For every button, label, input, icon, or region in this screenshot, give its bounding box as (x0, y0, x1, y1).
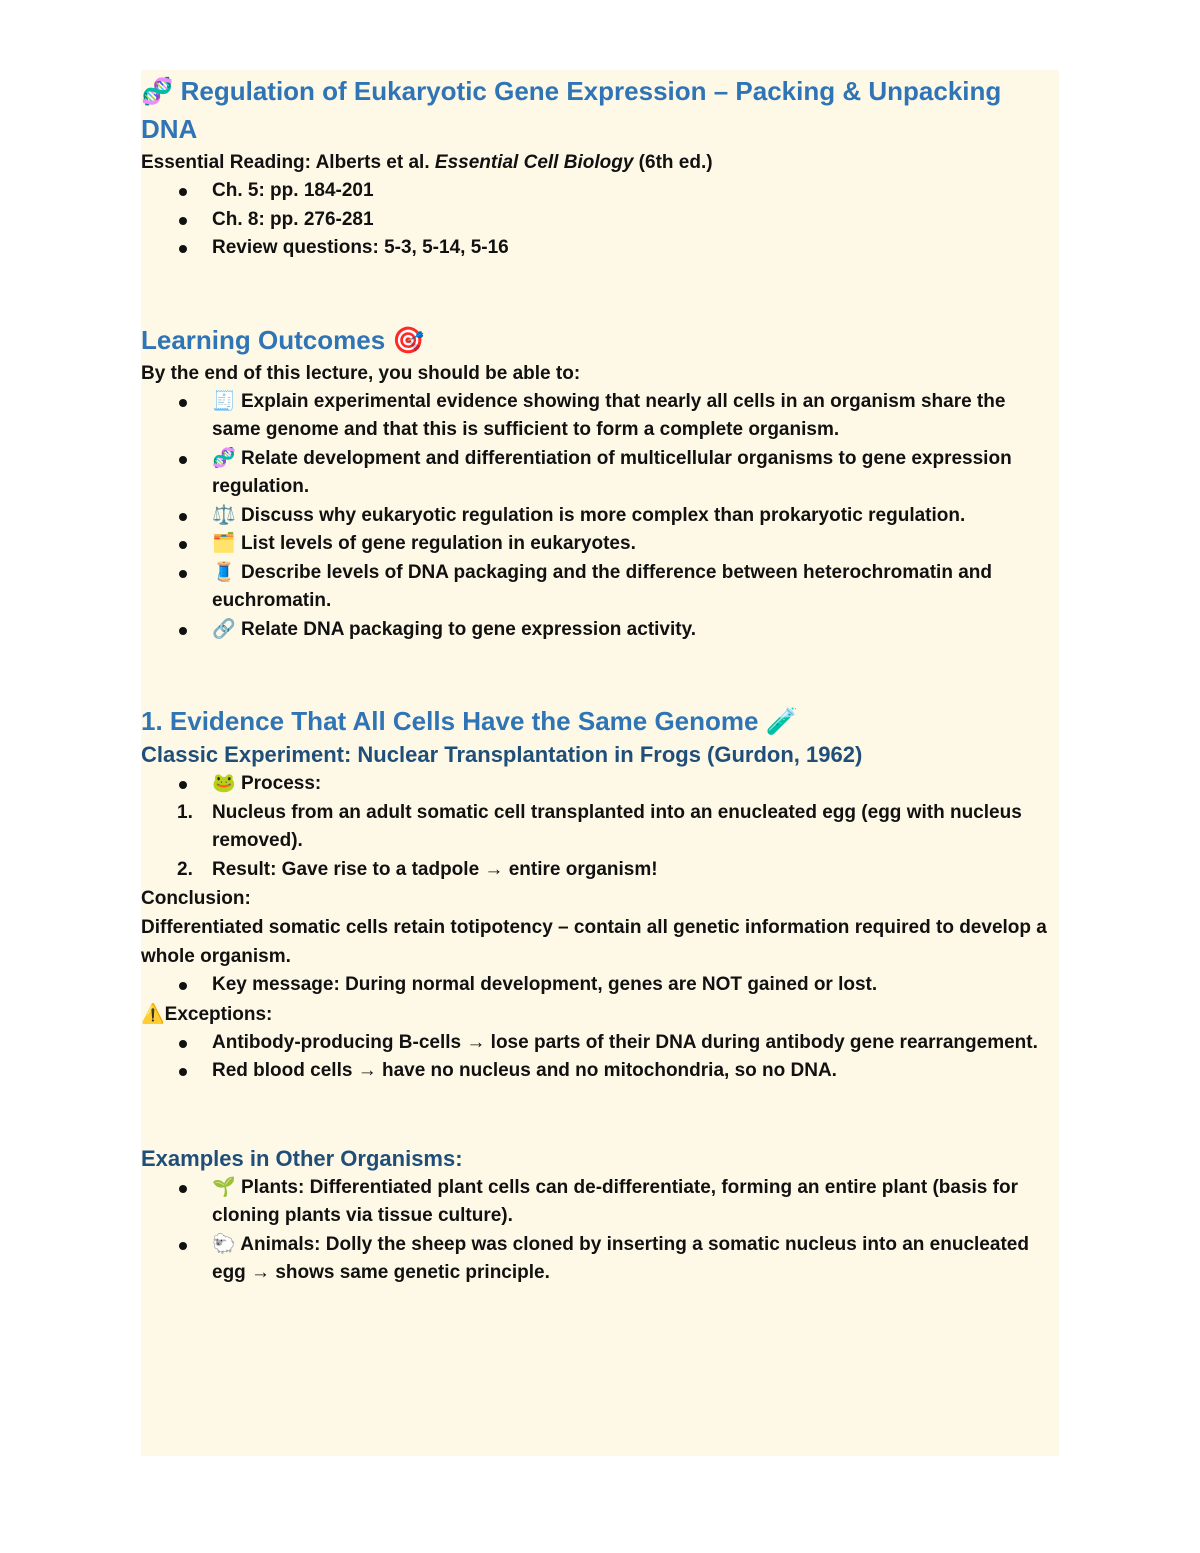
exceptions-label-text: Exceptions: (164, 1003, 273, 1025)
bullet-icon (179, 541, 187, 549)
list-item-text: Describe levels of DNA packaging and the difference between heterochromatin and euchromatin. (212, 561, 992, 611)
outcomes-heading-text: Learning Outcomes (141, 324, 386, 355)
list-item (141, 799, 1059, 856)
list-item (141, 1231, 1059, 1288)
document-content (141, 70, 1059, 1288)
list-item (141, 1174, 1059, 1231)
process-list (141, 770, 1059, 799)
process-label: Process: (240, 773, 322, 794)
list-item-text: Nucleus from an adult somatic cell transplanted into an enucleated egg (egg with nucleus removed). (212, 801, 1022, 851)
list-item (141, 616, 1059, 645)
conclusion-text: Differentiated somatic cells retain totipotency – contain all genetic information required to develop a whole organism. (141, 917, 1047, 967)
list-item (141, 388, 1059, 445)
list-item (141, 971, 1059, 1000)
list-item (141, 1057, 1059, 1086)
essential-reading (141, 148, 1059, 177)
scales-icon: ⚖️ (212, 504, 236, 526)
list-item (141, 770, 1059, 799)
step-number: 1. (177, 801, 193, 823)
warning-icon: ⚠️ (141, 1003, 165, 1025)
bullet-icon (179, 456, 187, 464)
dna-icon: 🧬 (141, 76, 174, 106)
bullet-icon (179, 513, 187, 521)
test-tube-icon: 🧪 (765, 706, 799, 736)
examples-list (141, 1174, 1059, 1288)
reading-list (141, 177, 1059, 263)
bullet-icon (179, 1242, 187, 1250)
thread-icon: 🧵 (212, 561, 236, 583)
seedling-icon: 🌱 (212, 1176, 236, 1198)
receipt-icon: 🧾 (212, 390, 236, 412)
examples-heading: Examples in Other Organisms: (141, 1145, 463, 1171)
list-item-text: Relate DNA packaging to gene expression activity. (240, 618, 697, 640)
exceptions-label (141, 1000, 1059, 1029)
outcomes-list (141, 388, 1059, 645)
list-item-text: List levels of gene regulation in eukaryotes. (240, 533, 636, 554)
frog-icon: 🐸 (212, 773, 236, 794)
exceptions-list (141, 1029, 1059, 1086)
classic-experiment-subheading: Classic Experiment: Nuclear Transplantation in Frogs (Gurdon, 1962) (141, 742, 863, 767)
bullet-icon (179, 1040, 187, 1048)
title-text: Regulation of Eukaryotic Gene Expression – Packing & Unpacking DNA (141, 76, 1002, 144)
bullet-icon (179, 1185, 187, 1193)
bullet-icon (179, 781, 187, 789)
dna-icon: 🧬 (212, 447, 236, 469)
reading-book: Essential Cell Biology (434, 152, 634, 173)
list-item-text: Key message: During normal development, genes are NOT gained or lost. (212, 974, 878, 995)
reading-prefix: Essential Reading: Alberts et al. (141, 152, 435, 173)
section-1-heading (141, 702, 1059, 740)
bullet-icon (179, 1068, 187, 1076)
list-item-text: Relate development and differentiation of multicellular organisms to gene expression regulation. (212, 447, 1012, 497)
list-item-text: Explain experimental evidence showing that nearly all cells in an organism share the same genome and that this is sufficient to form a complete organism. (212, 390, 1006, 440)
list-item-text: Review questions: 5-3, 5-14, 5-16 (212, 237, 509, 258)
link-icon: 🔗 (212, 618, 236, 640)
document-title (141, 72, 1059, 148)
list-item-text: Animals: Dolly the sheep was cloned by inserting a somatic nucleus into an enucleated egg → shows same genetic principle. (212, 1233, 1029, 1283)
list-item-text: Result: Gave rise to a tadpole → entire organism! (212, 858, 658, 880)
list-item (141, 856, 1059, 885)
list-item-text: Antibody-producing B-cells → lose parts of their DNA during antibody gene rearrangement. (212, 1031, 1038, 1053)
bullet-icon (179, 188, 187, 196)
sheep-icon: 🐑 (212, 1233, 236, 1255)
reading-suffix: (6th ed.) (633, 152, 713, 173)
list-item (141, 445, 1059, 502)
bullet-icon (179, 570, 187, 578)
list-item-text: Ch. 5: pp. 184-201 (212, 180, 374, 201)
list-item (141, 530, 1059, 559)
key-message-list (141, 971, 1059, 1000)
folder-icon: 🗂️ (212, 533, 236, 554)
bullet-icon (179, 399, 187, 407)
bullet-icon (179, 627, 187, 635)
outcomes-intro: By the end of this lecture, you should be able to: (141, 362, 581, 384)
step-number: 2. (177, 858, 193, 880)
bullet-icon (179, 217, 187, 225)
list-item (141, 234, 1059, 263)
list-item-text: Plants: Differentiated plant cells can de-differentiate, forming an entire plant (basis for cloning plants via tissue culture). (212, 1176, 1018, 1226)
list-item (141, 206, 1059, 235)
list-item (141, 177, 1059, 206)
target-icon: 🎯 (392, 324, 425, 355)
list-item (141, 559, 1059, 616)
section-1-heading-text: 1. Evidence That All Cells Have the Same Genome (141, 706, 759, 736)
learning-outcomes-heading (141, 321, 1059, 359)
list-item-text: Red blood cells → have no nucleus and no mitochondria, so no DNA. (212, 1060, 837, 1081)
list-item (141, 1029, 1059, 1058)
list-item-text: Ch. 8: pp. 276-281 (212, 208, 374, 230)
steps-list (141, 799, 1059, 885)
list-item (141, 502, 1059, 531)
list-item-text: Discuss why eukaryotic regulation is more complex than prokaryotic regulation. (240, 504, 966, 526)
bullet-icon (179, 982, 187, 990)
bullet-icon (179, 245, 187, 253)
conclusion-label: Conclusion: (141, 888, 251, 909)
